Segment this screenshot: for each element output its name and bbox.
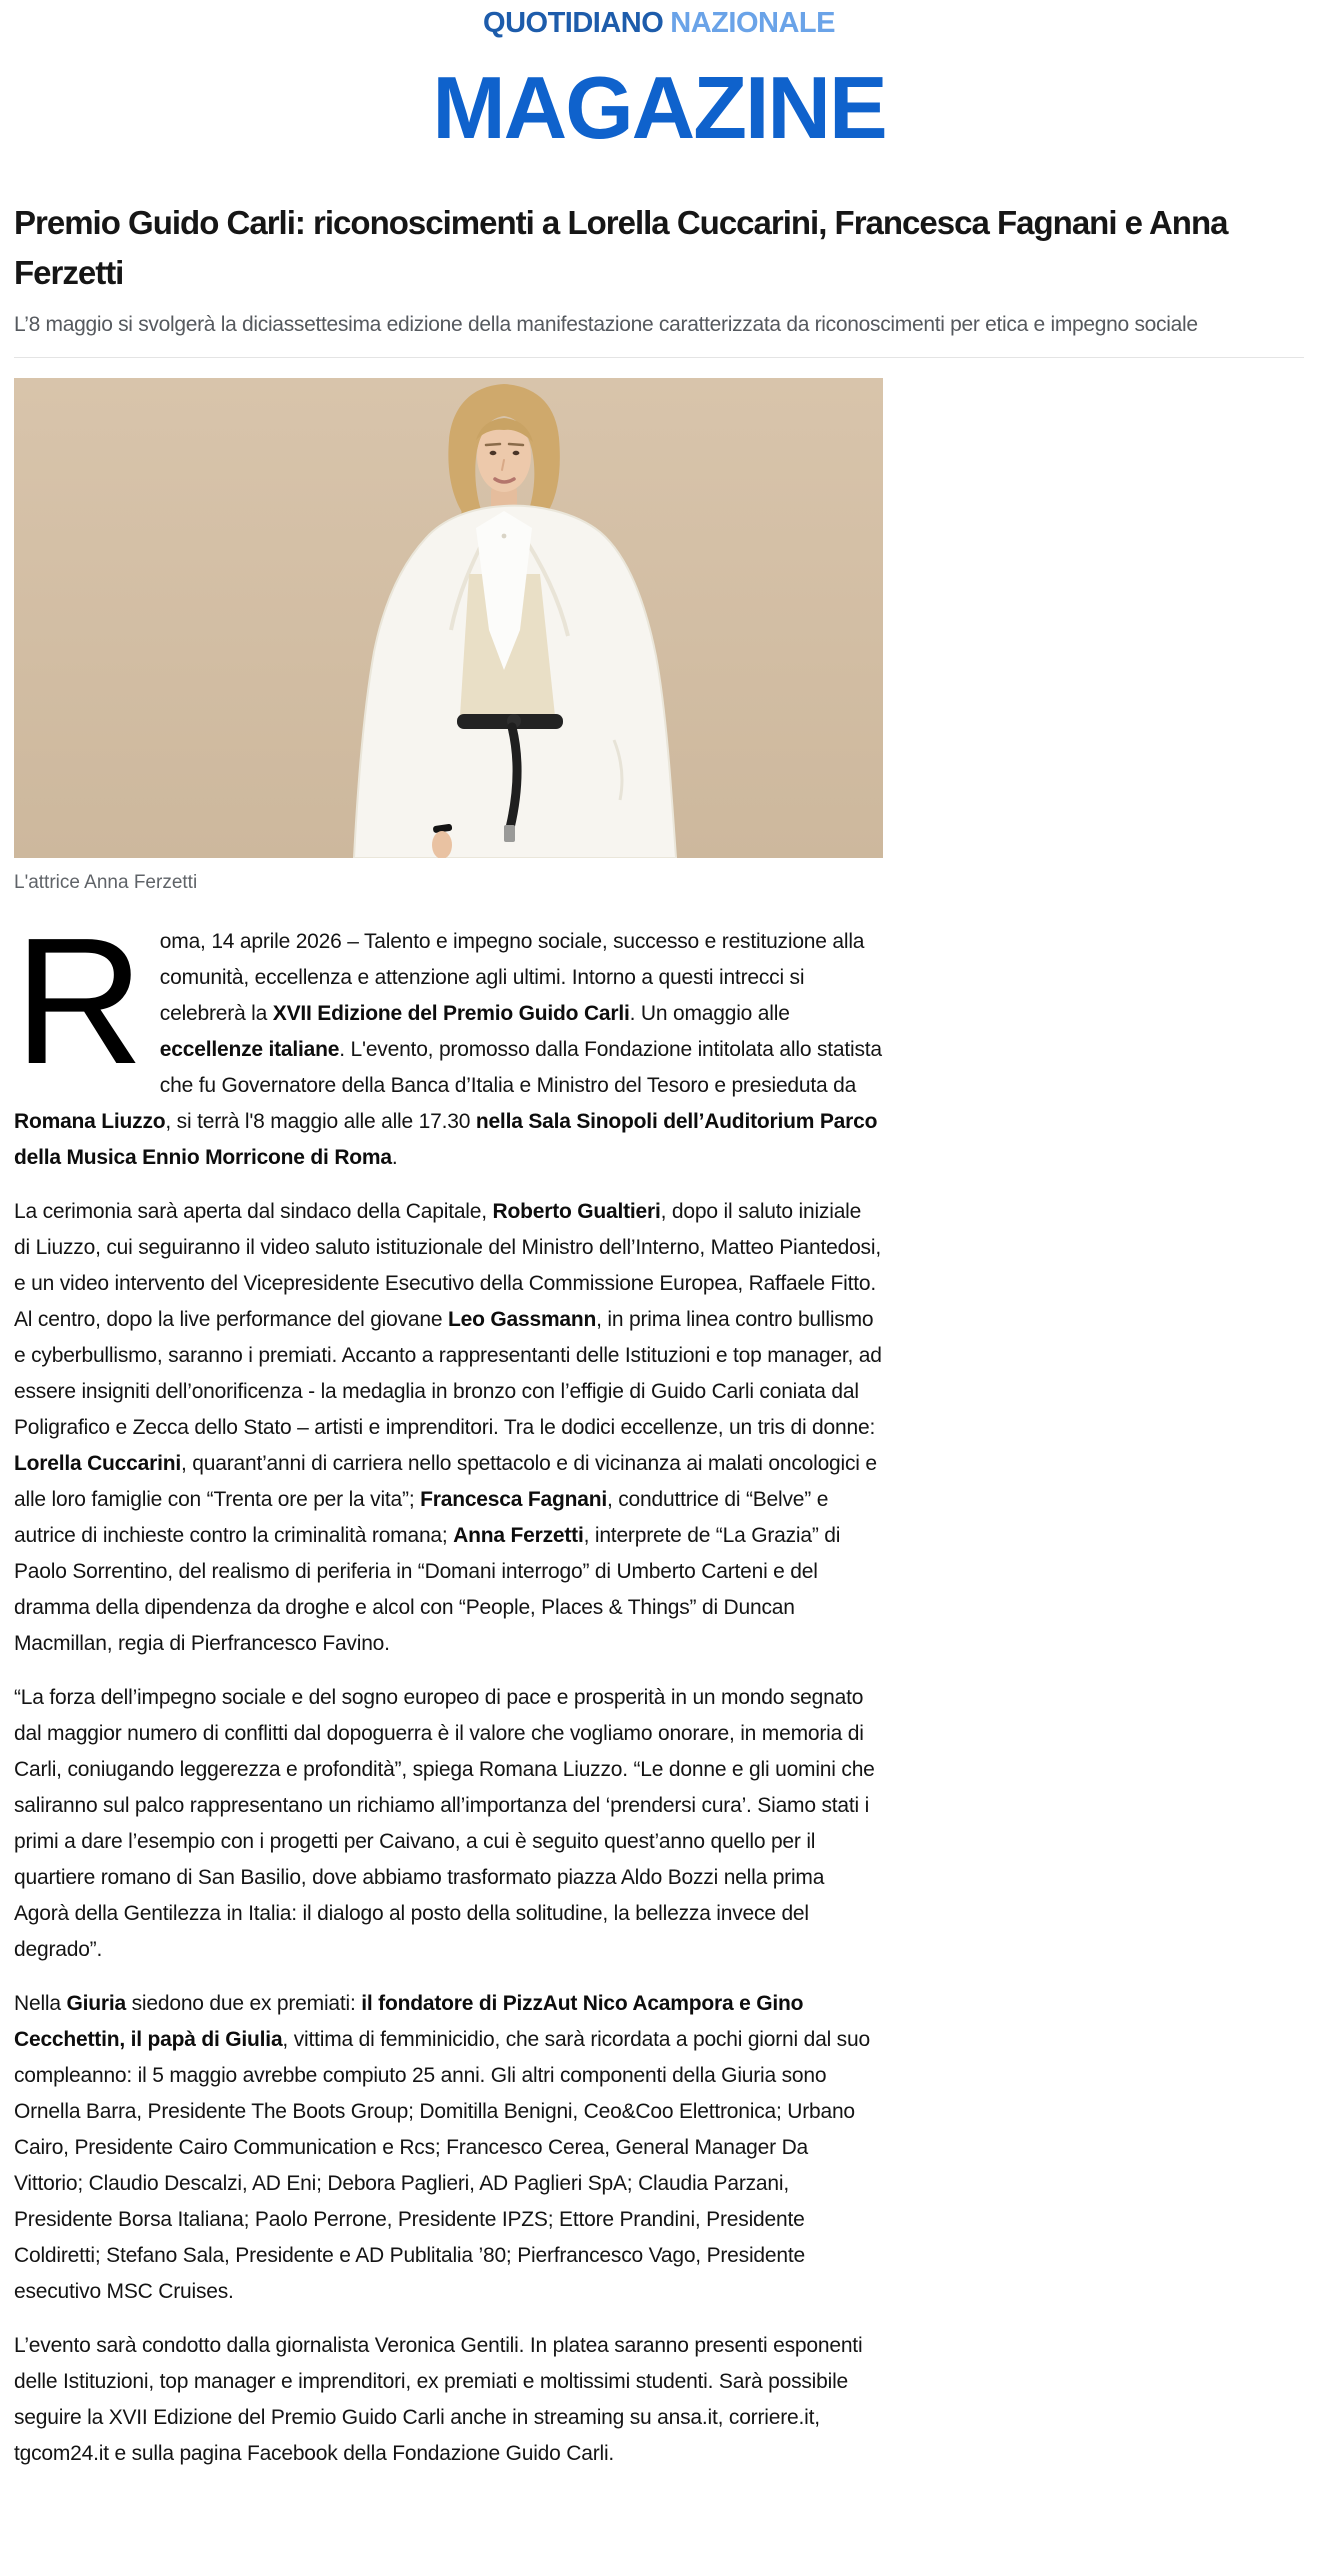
article xyxy=(0,198,1318,2472)
eye-left xyxy=(490,451,497,455)
bold-run: nella Sala Sinopoli dell’Auditorium Parco della Musica Ennio Morricone di Roma xyxy=(14,1109,878,1169)
bold-run: Roberto Gualtieri xyxy=(492,1199,661,1223)
brand-secondary: NAZIONALE xyxy=(670,7,835,39)
shirt-button xyxy=(502,534,507,539)
bold-run: eccellenze italiane xyxy=(159,1037,340,1061)
article-subtitle: L’8 maggio si svolgerà la diciassettesima edizione della manifestazione caratterizzata da riconoscimenti per etica e impegno sociale xyxy=(14,313,1198,337)
newspaper-logo[interactable] xyxy=(0,8,1318,38)
hero-image xyxy=(14,378,883,858)
bold-run: Lorella Cuccarini xyxy=(14,1451,181,1475)
belt-tip xyxy=(504,825,515,842)
eyebrow-left xyxy=(486,444,500,445)
brand-primary: QUOTIDIANO xyxy=(483,7,664,39)
bold-run: Francesca Fagnani xyxy=(420,1487,607,1511)
hand xyxy=(432,831,452,858)
bold-run: Leo Gassmann xyxy=(448,1307,597,1331)
article-paragraph: Nella Giuria siedono due ex premiati: il fondatore di PizzAut Nico Acampora e Gino Cecchettin, il papà di Giulia, vittima di femminicidio, che sarà ricordata a pochi giorni dal suo compleanno: il 5 maggio avrebbe compiuto 25 anni. Gli altri componenti della Giuria sono Ornella Barra, Presidente The Boots Group; Domitilla Benigni, Ceo&Coo Elettronica; Urbano Cairo, Presidente Cairo Communication e Rcs; Francesco Cerea, General Manager Da Vittorio; Claudio Descalzi, AD Eni; Debora Paglieri, AD Paglieri SpA; Claudia Parzani, Presidente Borsa Italiana; Paolo Perrone, Presidente IPZS; Ettore Prandini, Presidente Coldiretti; Stefano Sala, Presidente e AD Publitalia ’80; Pierfrancesco Vago, Presidente esecutivo MSC Cruises. xyxy=(14,1991,870,2303)
bold-run: XVII Edizione del Premio Guido Carli xyxy=(272,1001,630,1025)
bold-run: il fondatore di PizzAut Nico Acampora e Gino Cecchettin, il papà di Giulia xyxy=(14,1991,804,2051)
bold-run: Romana Liuzzo xyxy=(14,1109,166,1133)
article-paragraph: L’evento sarà condotto dalla giornalista Veronica Gentili. In platea saranno presenti esponenti delle Istituzioni, top manager e imprenditori, ex premiati e moltissimi studenti. Sarà possibile seguire la XVII Edizione del Premio Guido Carli anche in streaming su ansa.it, corriere.it, tgcom24.it e sulla pagina Facebook della Fondazione Guido Carli. xyxy=(14,2333,863,2465)
hero-figure xyxy=(14,378,1304,894)
header-divider xyxy=(14,357,1304,358)
masthead xyxy=(0,0,1318,158)
bold-run: Anna Ferzetti xyxy=(453,1523,584,1547)
article-paragraph: Roma, 14 aprile 2026 – Talento e impegno sociale, successo e restituzione alla comunità, eccellenza e attenzione agli ultimi. Intorno a questi intrecci si celebrerà la XVII Edizione del Premio Guido Carli. Un omaggio alle eccellenze italiane. L'evento, promosso dalla Fondazione intitolata allo statista che fu Governatore della Banca d’Italia e Ministro del Tesoro e presieduta da Romana Liuzzo, si terrà l'8 maggio alle alle 17.30 nella Sala Sinopoli dell’Auditorium Parco della Musica Ennio Morricone di Roma. xyxy=(14,900,882,1169)
article-paragraph: La cerimonia sarà aperta dal sindaco della Capitale, Roberto Gualtieri, dopo il saluto iniziale di Liuzzo, cui seguiranno il video saluto istituzionale del Ministro dell’Interno, Matteo Piantedosi, e un video intervento del Vicepresidente Esecutivo della Commissione Europea, Raffaele Fitto. Al centro, dopo la live performance del giovane Leo Gassmann, in prima linea contro bullismo e cyberbullismo, saranno i premiati. Accanto a rappresentanti delle Istituzioni e top manager, ad essere insigniti dell’onorificenza - la medaglia in bronzo con l’effigie di Guido Carli coniata dal Poligrafico e Zecca dello Stato – artisti e imprenditori. Tra le dodici eccellenze, un tris di donne: Lorella Cuccarini, quarant’anni di carriera nello spettacolo e di vicinanza ai malati oncologici e alle loro famiglie con “Trenta ore per la vita”; Francesca Fagnani, conduttrice di “Belve” e autrice di inchieste contro la criminalità romana; Anna Ferzetti, interprete de “La Grazia” di Paolo Sorrentino, del realismo di periferia in “Domani interrogo” di Umberto Carteni e del dramma della dipendenza da droghe e alcol con “People, Places & Things” di Duncan Macmillan, regia di Pierfrancesco Favino. xyxy=(14,1199,882,1655)
article-title: Premio Guido Carli: riconoscimenti a Lorella Cuccarini, Francesca Fagnani e Anna Ferzetti xyxy=(14,204,1228,291)
drop-cap: R xyxy=(14,900,144,1102)
magazine-section-logo[interactable]: MAGAZINE xyxy=(432,58,886,158)
eyebrow-right xyxy=(509,444,523,445)
article-body xyxy=(14,900,882,2472)
eye-right xyxy=(513,451,520,455)
bold-run: Giuria xyxy=(66,1991,126,2015)
hero-caption: L'attrice Anna Ferzetti xyxy=(14,871,198,893)
article-paragraph: “La forza dell’impegno sociale e del sogno europeo di pace e prosperità in un mondo segnato dal maggior numero di conflitti dal dopoguerra è il valore che vogliamo onorare, in memoria di Carli, coniugando leggerezza e profondità”, spiega Romana Liuzzo. “Le donne e gli uomini che saliranno sul palco rappresentano un richiamo all’importanza del ‘prendersi cura’. Siamo stati i primi a dare l’esempio con i progetti per Caivano, a cui è seguito quest’anno quello per il quartiere romano di San Basilio, dove abbiamo trasformato piazza Aldo Bozzi nella prima Agorà della Gentilezza in Italia: il dialogo al posto della solitudine, la bellezza invece del degrado”. xyxy=(14,1685,875,1961)
